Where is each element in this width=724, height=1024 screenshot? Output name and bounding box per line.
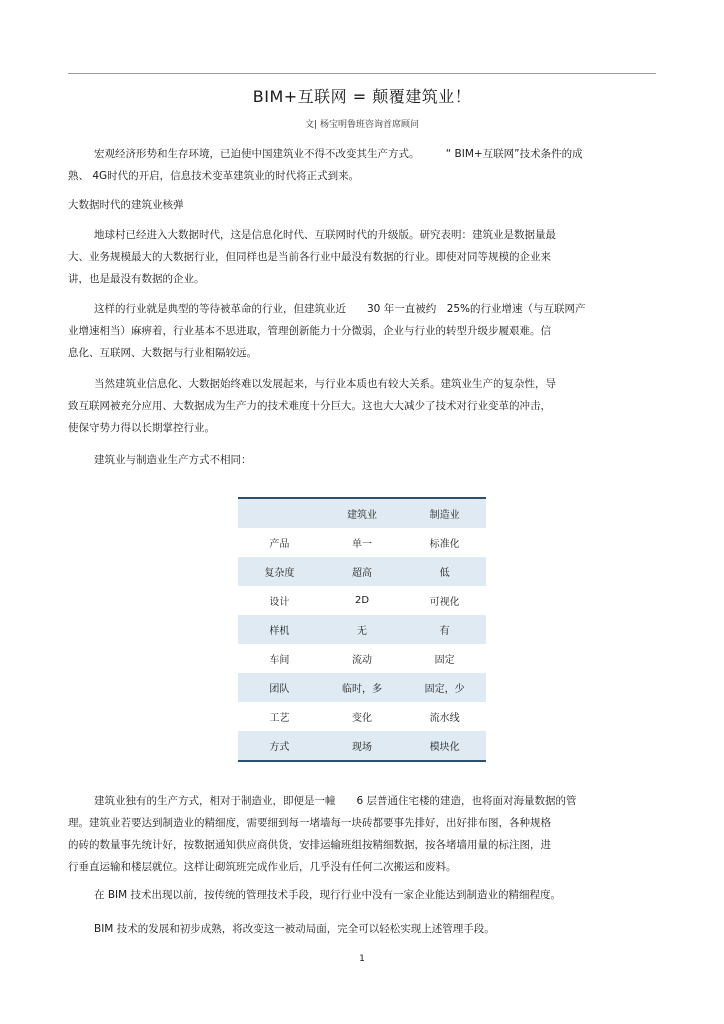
paragraph-line: 大、业务规模最大的大数据行业，但同样也是当前各行业中最没有数据的行业。即使对同等规模的企业来: [68, 251, 551, 263]
table-header-cell: [238, 498, 321, 528]
table-cell: 临时，多: [341, 684, 382, 695]
table-cell: 团队: [269, 684, 290, 695]
paragraph-line: 业增速相当）麻痹着，行业基本不思进取，管理创新能力十分微弱，企业与行业的转型升级步履艰难。信: [68, 325, 551, 337]
paragraph-line: 当然建筑业信息化、大数据始终难以发展起来，与行业本质也有较大关系。建筑业生产的复杂性，导: [94, 378, 556, 390]
section-heading: 大数据时代的建筑业核弹: [68, 199, 184, 211]
paragraph-line: 讲，也是最没有数据的企业。: [68, 273, 205, 285]
paragraph-line: 在 BIM 技术出现以前，按传统的管理技术手段，现行行业中没有一家企业能达到制造业的精细程度。: [94, 889, 562, 901]
paragraph-line: 建筑业独有的生产方式，相对于制造业，即便是一幢 6 层普通住宅楼的建造，也将面对海量数据的管: [94, 795, 577, 807]
paragraph-industry: [68, 298, 656, 364]
table-cell: 固定: [434, 655, 455, 666]
table-cell: 变化: [351, 713, 372, 724]
paragraph-line: 这样的行业就是典型的等待被革命的行业，但建筑业近 30 年一直被约 25%的行业增速（与互联网产: [94, 303, 586, 315]
table-cell: 设计: [269, 597, 290, 608]
table-cell: 流水线: [429, 713, 460, 724]
table-cell: 流动: [351, 655, 372, 666]
table-row: [238, 731, 486, 761]
table-row: [238, 702, 486, 731]
paragraph-big-data: [68, 224, 656, 290]
table-row: [238, 644, 486, 673]
article-byline: 文| 杨宝明鲁班咨询首席顾问: [305, 120, 419, 130]
table-cell: 车间: [269, 655, 290, 666]
paragraph-management: [68, 790, 656, 878]
paragraph-complexity: [68, 373, 656, 439]
comparison-table: [238, 497, 486, 762]
paragraph-line: 理。建筑业若要达到制造业的精细度，需要细到每一堵墙每一块砖都要事先排好，出好排布图，各种规格: [68, 817, 551, 829]
paragraph-line: 熟、 4G时代的开启，信息技术变革建筑业的时代将正式到来。: [68, 170, 360, 182]
table-cell: 复杂度: [264, 568, 295, 579]
table-cell: 有: [439, 626, 450, 637]
table-header-cell: 建筑业: [346, 510, 377, 521]
paragraph-line: 宏观经济形势和生存环境，已迫使中国建筑业不得不改变其生产方式。 “ BIM+互联网”技术条件的成: [94, 148, 583, 160]
table-row: [238, 615, 486, 644]
paragraph-comparison-intro: [68, 449, 656, 471]
paragraph-line: 使保守势力得以长期掌控行业。: [68, 422, 215, 434]
paragraph-line: 致互联网被充分应用、大数据成为生产力的技术难度十分巨大。这也大大减少了技术对行业变革的冲击，: [68, 400, 551, 412]
table-row: [238, 673, 486, 702]
paragraph-line: 地球村已经进入大数据时代，这是信息化时代、互联网时代的升级版。研究表明：建筑业是数据量最: [94, 229, 556, 241]
paragraph-bim-maturity: [68, 918, 656, 940]
table-cell: 标准化: [429, 539, 460, 550]
table-cell: 固定，少: [424, 684, 465, 695]
table-cell: 方式: [269, 742, 290, 753]
paragraph-line: 建筑业与制造业生产方式不相同：: [94, 454, 252, 466]
table-cell: 现场: [351, 742, 372, 753]
table-cell: 样机: [269, 626, 290, 637]
table-cell: 产品: [269, 539, 290, 550]
table-cell: 无: [356, 626, 367, 637]
table-row: [238, 557, 486, 586]
table-cell: 模块化: [429, 742, 460, 753]
table-row: [238, 528, 486, 557]
table-cell: 2D: [354, 595, 370, 606]
table-cell: 工艺: [269, 713, 290, 724]
article-title: BIM+互联网 = 颠覆建筑业！: [252, 87, 472, 106]
table-header-row: [238, 498, 486, 528]
paragraph-line: BIM 技术的发展和初步成熟，将改变这一被动局面，完全可以轻松实现上述管理手段。: [94, 923, 495, 935]
paragraph-line: 行垂直运输和楼层就位。这样让砌筑班完成作业后，几乎没有任何二次搬运和废料。: [68, 861, 457, 873]
table-row: [238, 586, 486, 615]
paragraph-intro: [68, 143, 656, 187]
table-header-cell: 制造业: [429, 510, 460, 521]
table-cell: 单一: [351, 539, 372, 550]
table-cell: 可视化: [429, 597, 460, 608]
table-cell: 超高: [351, 568, 372, 579]
page-number: 1: [359, 954, 365, 964]
table-cell: 低: [439, 568, 450, 579]
paragraph-before-bim: [68, 884, 656, 906]
paragraph-line: 的砖的数量事先统计好，按数据通知供应商供货，安排运输班组按精细数据，按各堵墙用量的标注图，进: [68, 839, 551, 851]
paragraph-line: 息化、互联网、大数据与行业相隔较远。: [68, 347, 257, 359]
header-rule: [68, 73, 656, 74]
